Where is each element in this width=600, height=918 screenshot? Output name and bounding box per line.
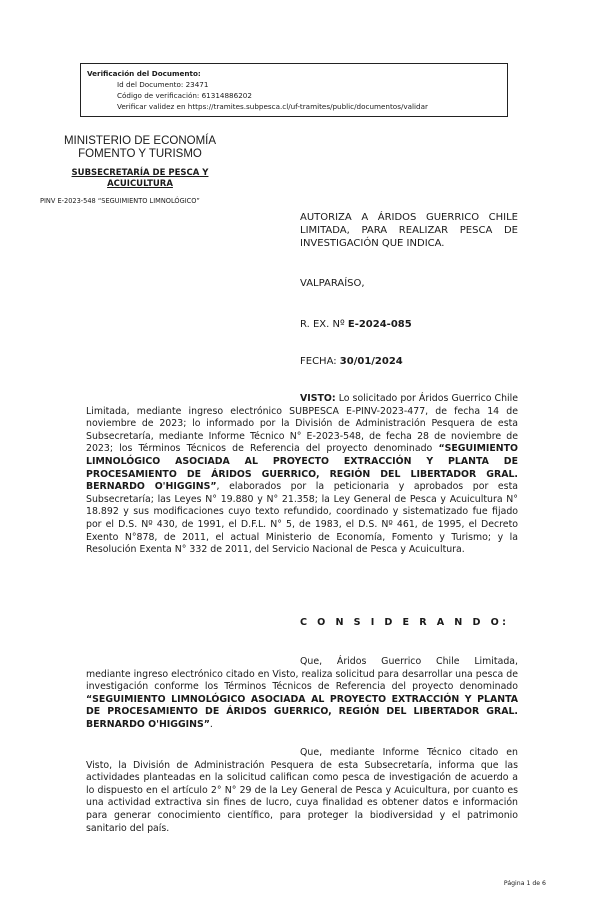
fecha-value: 30/01/2024 xyxy=(339,356,403,367)
visto-text-a: Lo solicitado por Áridos Guerrico Chile Limitada, mediante ingreso electrónico SUBPESCA E-PINV-2023-477, de fecha 14 de noviembre de 2023; lo informado por la División de Administración Pesquera de esta Subsecretaría, mediante Informe Técnico N° E-2023-548, de fecha 28 de noviembre de 2023; los Términos Técnicos de Referencia del proyecto denominado xyxy=(86,393,518,455)
resolution-number xyxy=(300,318,518,331)
p2-text: Que, mediante Informe Técnico citado en Visto, la División de Administración Pesquera de esta Subsecretaría, informa que las actividades planteadas en la solicitud califican como pesca de investigación de acuerdo a lo dispuesto en el artículo 2° N° 29 de la Ley General de Pesca y Acuicultura, por cuanto es una actividad extractiva sin fines de lucro, cuya finalidad es obtener datos e información para generar conocimiento científico, para proteger la biodiversidad y el patrimonio sanitario del país. xyxy=(86,747,518,834)
subsecretaria-line-1: SUBSECRETARÍA DE PESCA Y xyxy=(71,168,209,178)
ministry-line-2: FOMENTO Y TURISMO xyxy=(78,148,202,160)
verification-document-id: • Id del Documento: 23471 xyxy=(117,79,501,90)
subsecretaria-name xyxy=(48,168,232,190)
verification-list xyxy=(87,79,501,112)
considerando-heading: C O N S I D E R A N D O: xyxy=(300,617,510,628)
ministry-line-1: MINISTERIO DE ECONOMÍA xyxy=(63,135,217,147)
fecha-label: FECHA: xyxy=(300,356,337,367)
page-number: Página 1 de 6 xyxy=(503,880,546,887)
visto-paragraph xyxy=(86,393,518,557)
subsecretaria-line-2: ACUICULTURA xyxy=(107,179,173,189)
visto-label: VISTO: xyxy=(300,393,336,404)
resolution-date xyxy=(300,355,518,368)
verification-url[interactable]: • Verificar validez en https://tramites.subpesca.cl/uf-tramites/public/documentos/validar xyxy=(117,101,501,112)
considerando-paragraph-1 xyxy=(86,656,518,732)
ministry-name xyxy=(48,135,232,161)
p1-end: . xyxy=(209,718,213,730)
city-line: VALPARAÍSO, xyxy=(300,278,365,289)
verification-title: Verificación del Documento: xyxy=(87,69,201,78)
pinv-reference: PINV E-2023-548 “SEGUIMIENTO LIMNOLÓGICO” xyxy=(40,197,200,205)
considerando-paragraph-2 xyxy=(86,747,518,835)
p1-project-name: “SEGUIMIENTO LIMNOLÓGICO ASOCIADA AL PROYECTO EXTRACCIÓN Y PLANTA DE PROCESAMIENTO DE ÁRIDOS GUERRICO, REGIÓN DEL LIBERTADOR GRAL. BERNARDO O'HIGGINS” xyxy=(86,693,518,730)
verification-box xyxy=(80,63,508,117)
rex-number: E-2024-085 xyxy=(347,319,412,330)
resolution-summary: AUTORIZA A ÁRIDOS GUERRICO CHILE LIMITADA, PARA REALIZAR PESCA DE INVESTIGACIÓN QUE INDICA. xyxy=(300,212,518,249)
verification-code: • Código de verificación: 61314886202 xyxy=(117,90,501,101)
rex-label: R. EX. Nº xyxy=(300,319,345,330)
visto-project-name: “SEGUIMIENTO LIMNOLÓGICO ASOCIADA AL PROYECTO EXTRACCIÓN Y PLANTA DE PROCESAMIENTO DE ÁRIDOS GUERRICO, REGIÓN DEL LIBERTADOR GRAL. BERNARDO O'HIGGINS” xyxy=(86,443,518,493)
visto-text-b: , elaborados por la peticionaria y aprobados por esta Subsecretaría; las Leyes N° 19.880 y N° 21.358; la Ley General de Pesca y Acuicultura N° 18.892 y sus modificaciones cuyo texto refundido, coordinado y sistematizado fue fijado por el D.S. Nº 430, de 1991, el D.F.L. N° 5, de 1983, el D.S. Nº 461, de 1995, el Decreto Exento N°878, de 2011, el actual Ministerio de Economía, Fomento y Turismo; y la Resolución Exenta N° 332 de 2011, del Servicio Nacional de Pesca y Acuicultura. xyxy=(86,481,518,556)
p1-text: Que, Áridos Guerrico Chile Limitada, mediante ingreso electrónico citado en Visto, realiza solicitud para desarrollar una pesca de investigación conforme los Términos Técnicos de Referencia del proyecto denominado xyxy=(86,656,518,693)
